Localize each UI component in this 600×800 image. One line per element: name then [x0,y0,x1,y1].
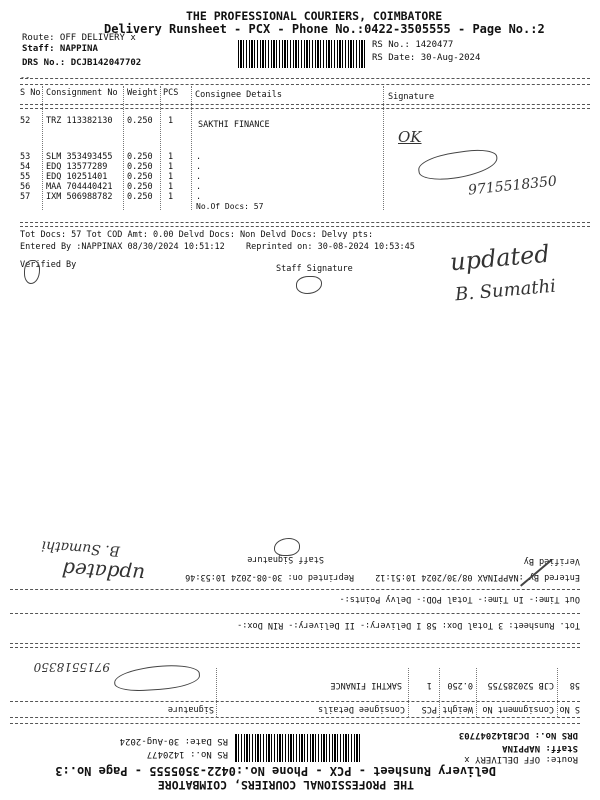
divider [20,84,590,85]
handwritten-updated: updated [61,557,146,587]
entered-by: Entered By :NAPPINAX 08/30/2024 10:51:12 [20,242,225,252]
divider [10,613,580,614]
col-consignment-header: Consignment No [482,704,554,714]
divider [10,647,580,648]
divider [10,589,580,590]
verifier-scribble [24,260,40,284]
row-pcs: 1 [168,182,174,192]
row-consignment: CJB 520285755 [487,680,554,690]
row-weight: 0.250 [127,182,153,192]
rs-number: RS No.: 1420477 [372,40,454,50]
row-details: . [196,152,202,162]
out-time-line: Out Time:- In Time:- Total POD:- Delvy Points:- [339,594,580,604]
col-consignment-header: Consignment No [46,88,118,98]
row-details: . [196,192,202,202]
barcode [235,734,360,762]
runsheet-title: Delivery Runsheet - PCX - Phone No.:0422-3505555 - Page No.:2 [104,22,545,36]
drs-number: DRS No.: DCJB142047702 [22,58,142,68]
col-weight-header: Weight [127,88,158,98]
row-sno: 57 [20,192,31,202]
col-signature-header: Signature [388,92,435,102]
col-pcs-header: PCS [163,88,179,98]
staff-signature-label: Staff Signature [247,554,324,564]
row-pcs: 1 [168,192,174,202]
entered-by: Entered By :NAPPINAX 08/30/2024 10:51:12 [375,572,580,582]
row-pcs: 1 [426,680,432,690]
verified-by-label: Verified By [20,260,77,270]
row-pcs: 1 [168,172,174,182]
divider [10,717,580,718]
handwritten-name: B. Sumathi [40,537,121,559]
staff-label: Staff: NAPPINA [502,743,578,753]
col-details-header: Consignee Details [195,90,282,100]
reprinted-on: Reprinted on: 30-08-2024 10:53:46 [185,572,354,582]
divider [10,701,580,702]
row-consignment: EDQ 10251401 [46,172,108,182]
totals-line: Tot. Runsheet: 3 Total Dox: 58 I Delivery:- II Delivery:- RIN Dox:- [237,620,580,630]
row-pcs: 1 [168,116,174,126]
row-consignment: EDQ 13577289 [46,162,108,172]
row-pcs: 1 [168,152,174,162]
handwritten-phone: 9715518350 [33,660,110,674]
divider [20,222,590,223]
rs-date: RS Date: 30-Aug-2024 [119,736,228,746]
col-sno-header: S No [20,88,41,98]
row-consignment: MAA 704440421 [46,182,113,192]
row-weight: 0.250 [447,680,473,690]
col-details-header: Consignee Details [318,704,405,714]
col-pcs-header: PCS [421,704,437,714]
route-label: Route: OFF DELIVERY x [22,33,136,43]
row-weight: 0.250 [127,162,153,172]
verified-by-label: Verified By [523,556,580,566]
route-label: Route: OFF DELIVERY x [464,754,578,764]
row-weight: 0.250 [127,172,153,182]
row-sno: 58 [569,680,580,690]
row-details: SAKTHI FINANCE [330,680,402,690]
row-consignment: IXM 506988782 [46,192,113,202]
row-details: . [196,172,202,182]
row-weight: 0.250 [127,116,153,126]
runsheet-title: Delivery Runsheet - PCX - Phone No.:0422-3505555 - Page No.:3 [55,764,496,778]
col-weight-header: Weight [442,704,473,714]
row-details: . [196,182,202,192]
divider [20,226,590,227]
row-sno: 53 [20,152,31,162]
row-sno: 52 [20,116,31,126]
row-pcs: 1 [168,162,174,172]
row-consignment: TRZ 113382130 [46,116,113,126]
row-sno: 54 [20,162,31,172]
row-weight: 0.250 [127,192,153,202]
row-weight: 0.250 [127,152,153,162]
row-details: SAKTHI FINANCE [198,120,270,130]
runsheet-page-2: THE PROFESSIONAL COURIERS, COIMBATORE Delivery Runsheet - PCX - Phone No.:0422-3505555 - Page No.:2 Route: OFF DELIVERY x Staff: NAPPINA DRS No.: DCJB142047702 RS No.: 1420477 RS Date: 30-Aug-2024 -- S No Consignment No Weight PCS Consignee Details Signature 52 TRZ 113382130 0.250 1 SAKTHI FINANCE 53 SLM 353493455 0.250 1 . 54 EDQ 13577289 0.250 1 . 55 EDQ 10251401 0.250 1 . 56 MAA 704440421 0.250 1 . 57 IXM 506988782 0.250 1 . No.Of Docs: 57 OK 9715518350 Tot Docs: 57 Tot COD Amt: 0.00 Delvd Docs: Non Delvd Docs: Delvy pts: Entered By :NAPPINAX 08/30/2024 10:51:12 Reprinted on: 30-08-2024 10:53:45 Verified By Staff Signature updated B. Sumathi [0,0,600,400]
drs-number: DRS No.: DCJB142047703 [458,730,578,740]
staff-scribble [296,276,322,294]
row-details: . [196,162,202,172]
company-name: THE PROFESSIONAL COURIERS, COIMBATORE [157,778,414,792]
signature-scribble [113,663,200,693]
staff-signature-label: Staff Signature [276,264,353,274]
signature-scribble [417,147,500,184]
row-sno: 55 [20,172,31,182]
row-sno: 56 [20,182,31,192]
company-name: THE PROFESSIONAL COURIERS, COIMBATORE [186,9,443,23]
rs-date: RS Date: 30-Aug-2024 [372,53,481,63]
divider [10,723,580,724]
staff-scribble [274,538,300,556]
divider [20,104,590,105]
totals-line: Tot Docs: 57 Tot COD Amt: 0.00 Delvd Docs: Non Delvd Docs: Delvy pts: [20,230,374,240]
handwritten-updated: updated [448,239,551,277]
divider [10,643,580,644]
row-consignment: SLM 353493455 [46,152,113,162]
rs-number: RS No.: 1420477 [146,749,228,759]
runsheet-page-3 [0,400,600,800]
col-sno-header: S No [559,704,580,714]
barcode [238,40,366,68]
no-of-docs: No.Of Docs: 57 [196,202,264,211]
handwritten-phone: 9715518350 [467,173,558,199]
handwritten-ok: OK [398,128,422,146]
divider [20,78,590,79]
divider [20,108,590,109]
reprinted-on: Reprinted on: 30-08-2024 10:53:45 [246,242,415,252]
col-signature-header: Signature [167,704,214,714]
staff-label: Staff: NAPPINA [22,44,98,54]
handwritten-name: B. Sumathi [454,275,557,306]
